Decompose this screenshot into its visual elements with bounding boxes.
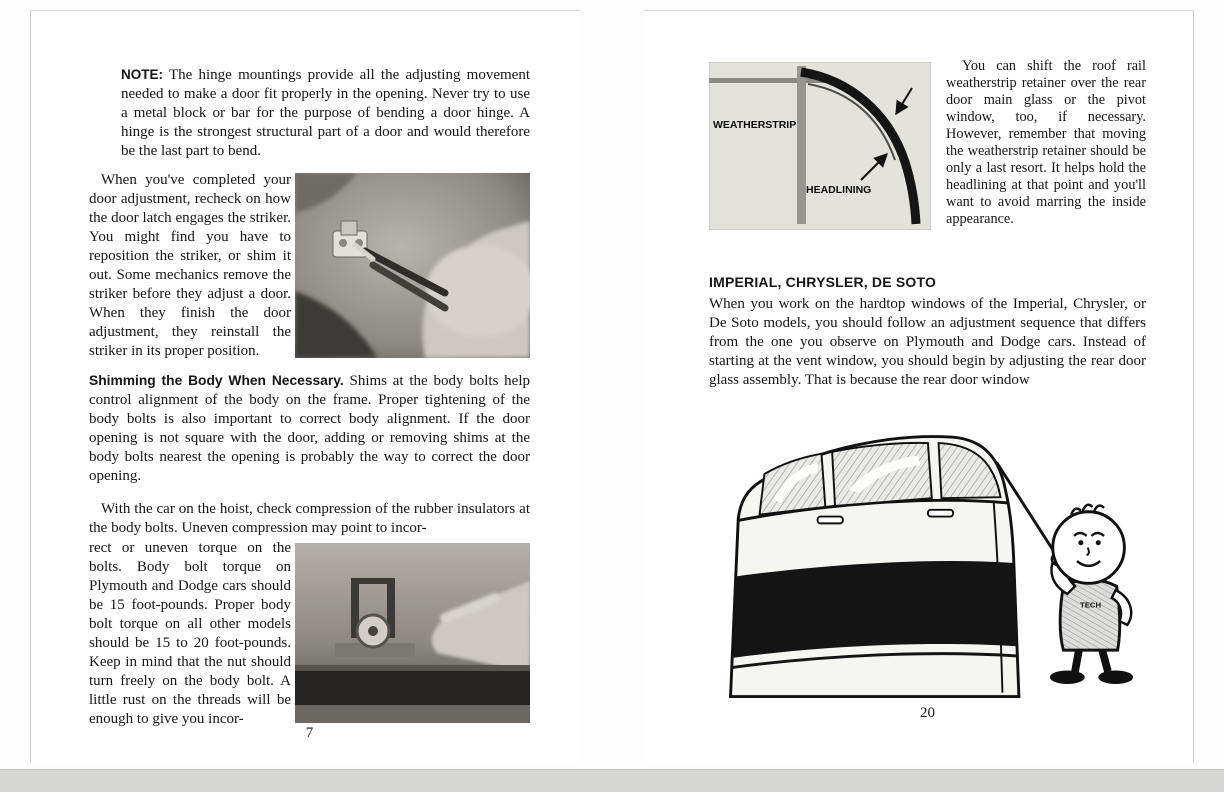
scan-bottom-strip bbox=[0, 769, 1224, 792]
lower-two-tone-band bbox=[732, 561, 1017, 658]
roof-rail-strip bbox=[709, 78, 829, 83]
car-rear-door bbox=[731, 437, 1019, 697]
hoist-rest-paragraph: rect or uneven torque on the bolts. Body bolt torque on Plymouth and Dodge cars should be 15 foot-pounds. Proper body bolt torque on all other models should be 15 to 20 foot-pounds. Keep in mind that the nut should turn freely on the body bolt. A little rust on the threads will be enough to give you incor- bbox=[89, 540, 291, 727]
page-number-right: 20 bbox=[920, 705, 935, 721]
mascot-badge-text: TECH bbox=[1079, 600, 1102, 610]
weatherstrip-label: WEATHERSTRIP bbox=[713, 119, 797, 131]
roof-rail-section bbox=[709, 58, 1146, 266]
sill-band bbox=[295, 665, 530, 723]
page-number-left: 7 bbox=[305, 725, 314, 741]
car-door-illustration bbox=[695, 414, 1157, 714]
page-right bbox=[644, 10, 1194, 762]
models-paragraph: When you work on the hardtop windows of the Imperial, Chrysler, or De Soto models, you should follow an adjustment sequence that differs from the one you observe on Plymouth and Dodge cars. Instead of starting at the vent window, you should begin by adjusting the rear door glass assembly. That is because the rear door window bbox=[709, 296, 1146, 388]
shimming-paragraph bbox=[89, 371, 530, 486]
note-label: NOTE: bbox=[121, 67, 163, 82]
hoist-section bbox=[89, 539, 530, 729]
shimming-heading: Shimming the Body When Necessary. bbox=[89, 373, 344, 388]
note-text: The hinge mountings provide all the adjusting movement needed to make a door fit properly in the opening. Never try to use a metal block or bar for the purpose of bending a door hinge. A hinge is the strongest structural part of a door and would therefore be the last part to bend. bbox=[121, 67, 530, 159]
mascot-shoe-left bbox=[1050, 670, 1085, 684]
weatherstrip-diagram bbox=[709, 62, 931, 230]
models-heading: IMPERIAL, CHRYSLER, DE SOTO bbox=[709, 274, 937, 290]
striker-section bbox=[89, 171, 530, 363]
mascot-legs bbox=[1075, 650, 1108, 671]
shimming-text: Shims at the body bolts help control alignment of the body on the frame. Proper tightening of the body bolts is also important to correct body alignment. If the door opening is not square with the door, adding or removing shims at the body bolts nearest the opening is probably the way to correct the door opening. bbox=[89, 373, 530, 484]
door-striker-photo bbox=[295, 173, 530, 358]
note-block bbox=[121, 65, 530, 161]
page-left bbox=[30, 10, 580, 762]
roof-rail-paragraph: You can shift the roof rail weatherstrip retainer over the rear door main glass or the pivot window, too, if necessary. However, remember that moving the weatherstrip retainer should be only a last resort. It helps hold the headlining at that point and you'll want to avoid marring the inside appearance. bbox=[946, 58, 1146, 227]
weatherstrip-bar bbox=[797, 66, 806, 224]
mascot-eye-right bbox=[1096, 540, 1101, 545]
striker-paragraph: When you've completed your door adjustment, recheck on how the door latch engages the striker. You might find you have to reposition the striker, or shim it out. Some mechanics remove the striker before they adjust a door. When they finish the door adjustment, they reinstall the striker in its proper position. bbox=[89, 172, 291, 359]
body-bolt-photo bbox=[295, 543, 530, 723]
pivot-window-glass bbox=[939, 443, 1001, 498]
headlining-label: HEADLINING bbox=[806, 184, 872, 196]
mascot-shoe-right bbox=[1098, 670, 1133, 684]
mascot-eye-left bbox=[1078, 540, 1083, 545]
hoist-intro-paragraph: With the car on the hoist, check compression of the rubber insulators at the body bolts. Uneven compression may point to incor- bbox=[89, 501, 530, 536]
door-handle-front bbox=[818, 517, 843, 524]
door-handle-rear bbox=[928, 510, 953, 517]
